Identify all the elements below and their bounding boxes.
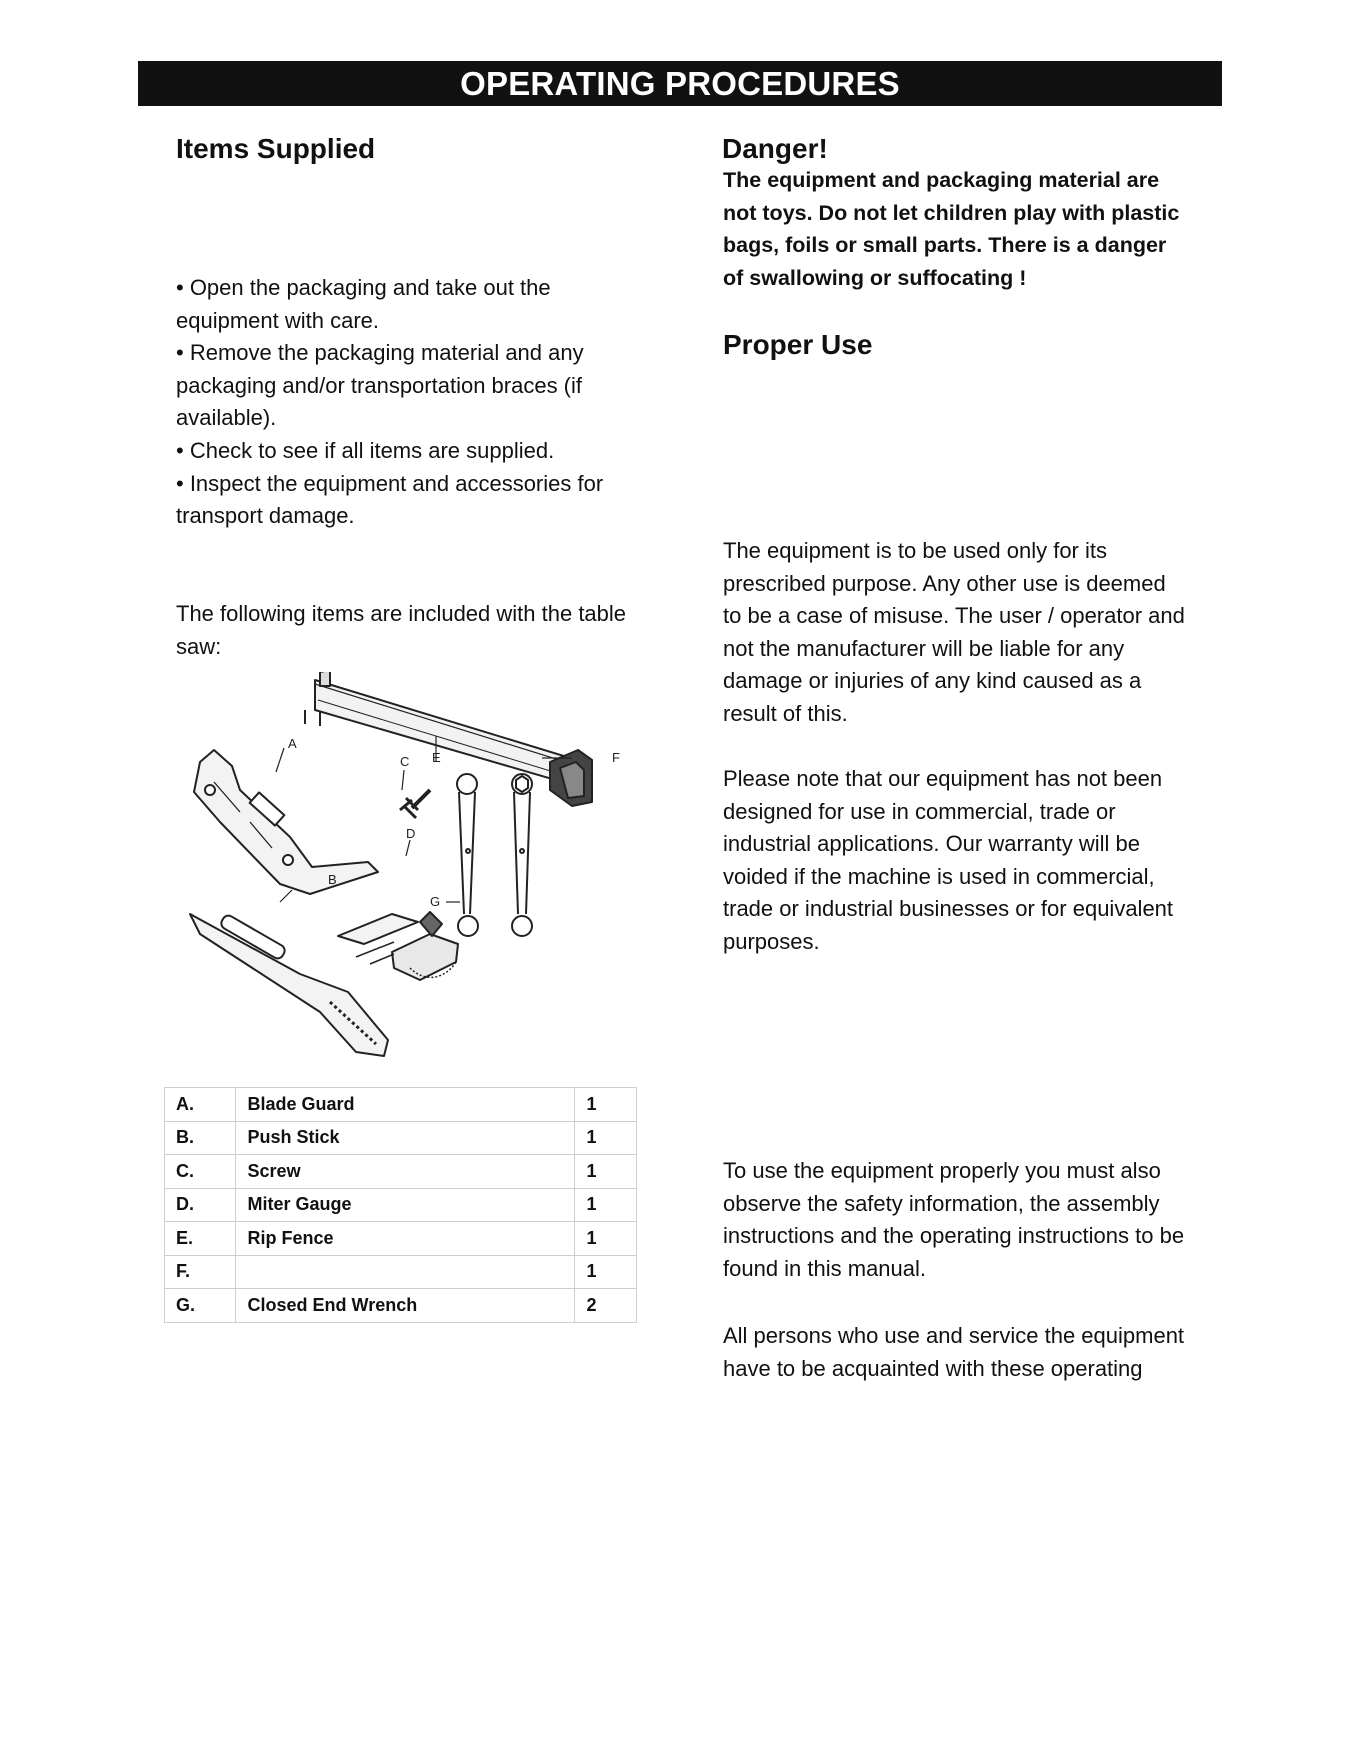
part-quantity: 1 (575, 1188, 637, 1222)
instruction-line: available). (176, 405, 277, 431)
paragraph-line: to be a case of misuse. The user / operator and (723, 603, 1185, 629)
part-name: Miter Gauge (235, 1188, 575, 1222)
part-quantity: 1 (575, 1121, 637, 1155)
callout-label-g: G (430, 894, 441, 909)
rip-fence-illustration (305, 672, 592, 806)
paragraph-line: The equipment is to be used only for its (723, 538, 1107, 563)
proper-use-paragraph-1 (723, 535, 1233, 731)
part-letter: D. (165, 1188, 236, 1222)
paragraph-line: Please note that our equipment has not been (723, 766, 1163, 791)
part-name (235, 1255, 575, 1289)
warning-line: bags, foils or small parts. There is a danger (723, 233, 1167, 258)
miter-gauge-illustration (338, 912, 458, 980)
callout-label-d: D (406, 826, 416, 841)
paragraph-line: have to be acquainted with these operating (723, 1355, 1143, 1381)
proper-use-paragraph-2 (723, 763, 1233, 959)
screw-illustration (400, 790, 430, 818)
part-quantity: 2 (575, 1289, 637, 1323)
parts-row (165, 1255, 637, 1289)
part-quantity: 1 (575, 1222, 637, 1256)
intro-line: The following items are included with the table (176, 601, 627, 626)
section-title-banner: OPERATING PROCEDURES (138, 61, 1222, 106)
unpacking-instructions (176, 272, 676, 533)
paragraph-line: All persons who use and service the equipment (723, 1323, 1185, 1348)
proper-use-paragraph-4 (723, 1320, 1233, 1385)
part-letter: C. (165, 1155, 236, 1189)
parts-row (165, 1222, 637, 1256)
parts-row (165, 1121, 637, 1155)
part-letter: G. (165, 1289, 236, 1323)
danger-heading: Danger! (722, 133, 828, 164)
warning-line: of swallowing or suffocating ! (723, 265, 1027, 290)
wrench-illustration (457, 774, 532, 936)
part-name: Closed End Wrench (235, 1289, 575, 1323)
callout-label-c: C (400, 754, 410, 769)
part-name: Push Stick (235, 1121, 575, 1155)
part-quantity: 1 (575, 1088, 637, 1122)
paragraph-line: purposes. (723, 928, 820, 954)
callout-label-a: A (288, 736, 297, 751)
items-supplied-heading: Items Supplied (176, 133, 376, 164)
parts-row (165, 1088, 637, 1122)
warning-line: The equipment and packaging material are (723, 168, 1160, 192)
paragraph-line: result of this. (723, 700, 848, 726)
paragraph-line: To use the equipment properly you must also (723, 1158, 1161, 1183)
part-name: Rip Fence (235, 1222, 575, 1256)
blade-guard-illustration (194, 750, 378, 894)
part-letter: F. (165, 1255, 236, 1289)
part-quantity: 1 (575, 1255, 637, 1289)
danger-warning (723, 164, 1233, 294)
proper-use-heading: Proper Use (723, 329, 873, 360)
parts-row (165, 1289, 637, 1323)
parts-exploded-diagram (180, 672, 630, 1082)
warning-line: not toys. Do not let children play with plastic (723, 200, 1180, 225)
part-name: Blade Guard (235, 1088, 575, 1122)
paragraph-line: prescribed purpose. Any other use is deemed (723, 570, 1166, 596)
paragraph-line: not the manufacturer will be liable for any (723, 635, 1125, 661)
paragraph-line: found in this manual. (723, 1255, 927, 1281)
part-quantity: 1 (575, 1155, 637, 1189)
paragraph-line: voided if the machine is used in commercial, (723, 863, 1155, 889)
proper-use-paragraph-3 (723, 1155, 1233, 1285)
callout-label-e: E (432, 750, 441, 765)
callout-label-b: B (328, 872, 337, 887)
parts-list-table (164, 1087, 637, 1323)
callout-label-f: F (612, 750, 620, 765)
parts-row (165, 1155, 637, 1189)
intro-line: saw: (176, 633, 222, 659)
paragraph-line: industrial applications. Our warranty will be (723, 831, 1140, 857)
part-letter: E. (165, 1222, 236, 1256)
parts-row (165, 1188, 637, 1222)
instruction-line: • Check to see if all items are supplied. (176, 437, 555, 463)
paragraph-line: trade or industrial businesses or for equivalent (723, 896, 1174, 922)
part-name: Screw (235, 1155, 575, 1189)
instruction-line: • Inspect the equipment and accessories for (176, 470, 604, 496)
part-letter: B. (165, 1121, 236, 1155)
paragraph-line: damage or injuries of any kind caused as a (723, 668, 1142, 694)
included-items-intro (176, 598, 676, 663)
instruction-line: transport damage. (176, 503, 355, 529)
paragraph-line: designed for use in commercial, trade or (723, 798, 1116, 824)
paragraph-line: instructions and the operating instructions to be (723, 1223, 1185, 1249)
paragraph-line: observe the safety information, the assembly (723, 1190, 1160, 1216)
instruction-line: • Open the packaging and take out the (176, 275, 551, 300)
instruction-line: • Remove the packaging material and any (176, 340, 584, 366)
instruction-line: packaging and/or transportation braces (if (176, 372, 583, 398)
part-letter: A. (165, 1088, 236, 1122)
instruction-line: equipment with care. (176, 307, 379, 333)
